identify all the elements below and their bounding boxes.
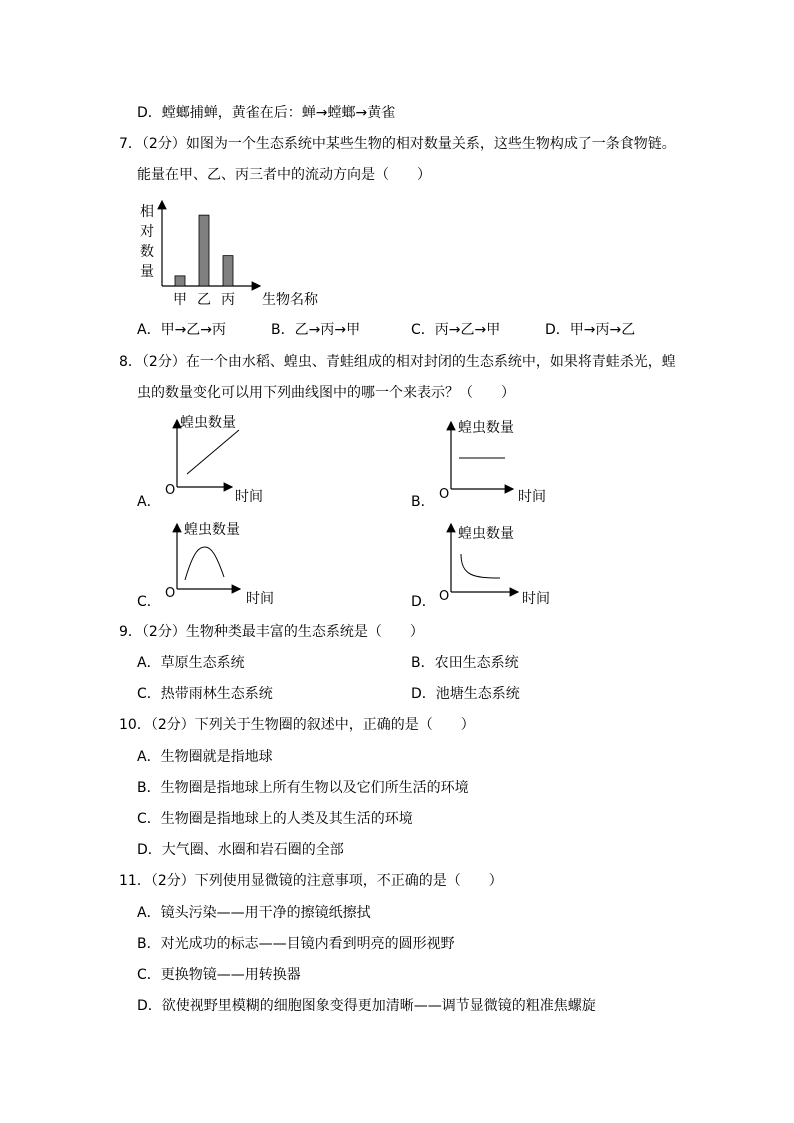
q7-y-label-char: 相	[140, 204, 154, 220]
q10-option-b: B．生物圈是指地球上所有生物以及它们所生活的环境	[137, 780, 469, 796]
graph-d-curve-decreasing	[461, 554, 500, 578]
graph-c-origin: O	[165, 586, 176, 601]
q7-category-label: 甲	[173, 292, 187, 308]
q8-graph-d	[434, 514, 574, 614]
graph-a-origin: O	[165, 483, 176, 498]
q11-option-d: D．欲使视野里模糊的细胞图象变得更加清晰——调节显微镜的粗准焦螺旋	[137, 998, 596, 1014]
q7-category-label: 乙	[197, 292, 211, 308]
graph-b-ylabel: 蝗虫数量	[458, 420, 514, 436]
q9-option-b: B．农田生态系统	[411, 655, 519, 671]
graph-c-ylabel: 蝗虫数量	[184, 522, 240, 538]
q7-stem-line2: 能量在甲、乙、丙三者中的流动方向是（ ）	[137, 167, 431, 183]
q7-option-a: A．甲→乙→丙	[137, 322, 227, 338]
q7-y-label-char: 量	[140, 264, 154, 280]
q10-stem: 10．（2分）下列关于生物圈的叙述中，正确的是（ ）	[119, 717, 475, 733]
q8-stem-line2: 虫的数量变化可以用下列曲线图中的哪一个来表示？（ ）	[137, 385, 515, 401]
q7-stem-line1: 7．（2分）如图为一个生态系统中某些生物的相对数量关系，这些生物构成了一条食物链。	[119, 136, 676, 152]
graph-b-xlabel: 时间	[518, 489, 546, 505]
q8-graph-d-letter: D．	[411, 594, 436, 610]
graph-a-xlabel: 时间	[235, 489, 263, 505]
graph-c-curve-rise-then-fall	[185, 547, 224, 580]
q7-y-axis-label	[140, 203, 154, 280]
q7-bar-2	[199, 215, 209, 286]
q9-stem: 9．（2分）生物种类最丰富的生态系统是（ ）	[119, 624, 424, 640]
q6-option-d: D．螳螂捕蝉，黄雀在后：蝉→螳螂→黄雀	[137, 105, 396, 121]
q9-option-d: D．池塘生态系统	[411, 686, 520, 702]
graph-d-origin: O	[439, 589, 450, 604]
q7-bar-chart	[135, 195, 365, 310]
q10-option-d: D．大气圈、水圈和岩石圈的全部	[137, 842, 344, 858]
q8-graph-c-letter: C．	[137, 594, 161, 610]
q11-option-b: B．对光成功的标志——目镜内看到明亮的圆形视野	[137, 936, 455, 952]
graph-c-xlabel: 时间	[246, 591, 274, 607]
q7-category-label: 丙	[221, 292, 235, 308]
q11-option-a: A．镜头污染——用干净的擦镜纸擦拭	[137, 905, 371, 921]
q10-option-c: C．生物圈是指地球上的人类及其生活的环境	[137, 811, 413, 827]
q11-option-c: C．更换物镜——用转换器	[137, 967, 301, 983]
q7-x-axis-label: 生物名称	[262, 292, 318, 308]
q7-bar-1	[175, 276, 185, 286]
graph-d-xlabel: 时间	[522, 591, 550, 607]
q8-stem-line1: 8．（2分）在一个由水稻、蝗虫、青蛙组成的相对封闭的生态系统中，如果将青蛙杀光，蝗	[119, 354, 676, 370]
q11-stem: 11．（2分）下列使用显微镜的注意事项，不正确的是（ ）	[119, 873, 503, 889]
q9-option-a: A．草原生态系统	[137, 655, 245, 671]
q10-option-a: A．生物圈就是指地球	[137, 749, 273, 765]
graph-a-ylabel: 蝗虫数量	[180, 415, 236, 431]
q8-graph-b-letter: B．	[411, 494, 435, 510]
q7-bar-3	[223, 256, 233, 286]
graph-b-origin: O	[439, 487, 450, 502]
graph-d-ylabel: 蝗虫数量	[458, 526, 514, 542]
q7-y-label-char: 数	[140, 244, 154, 260]
q7-y-label-char: 对	[140, 224, 154, 240]
q8-graph-a-letter: A．	[137, 494, 161, 510]
q8-graph-a	[160, 412, 300, 512]
q8-graph-c	[160, 514, 300, 614]
q7-option-d: D．甲→丙→乙	[545, 322, 636, 338]
q8-graph-b	[434, 412, 574, 512]
q7-option-b: B．乙→丙→甲	[271, 322, 361, 338]
q9-option-c: C．热带雨林生态系统	[137, 686, 273, 702]
graph-a-curve-increasing	[187, 430, 239, 474]
q7-option-c: C．丙→乙→甲	[411, 322, 501, 338]
